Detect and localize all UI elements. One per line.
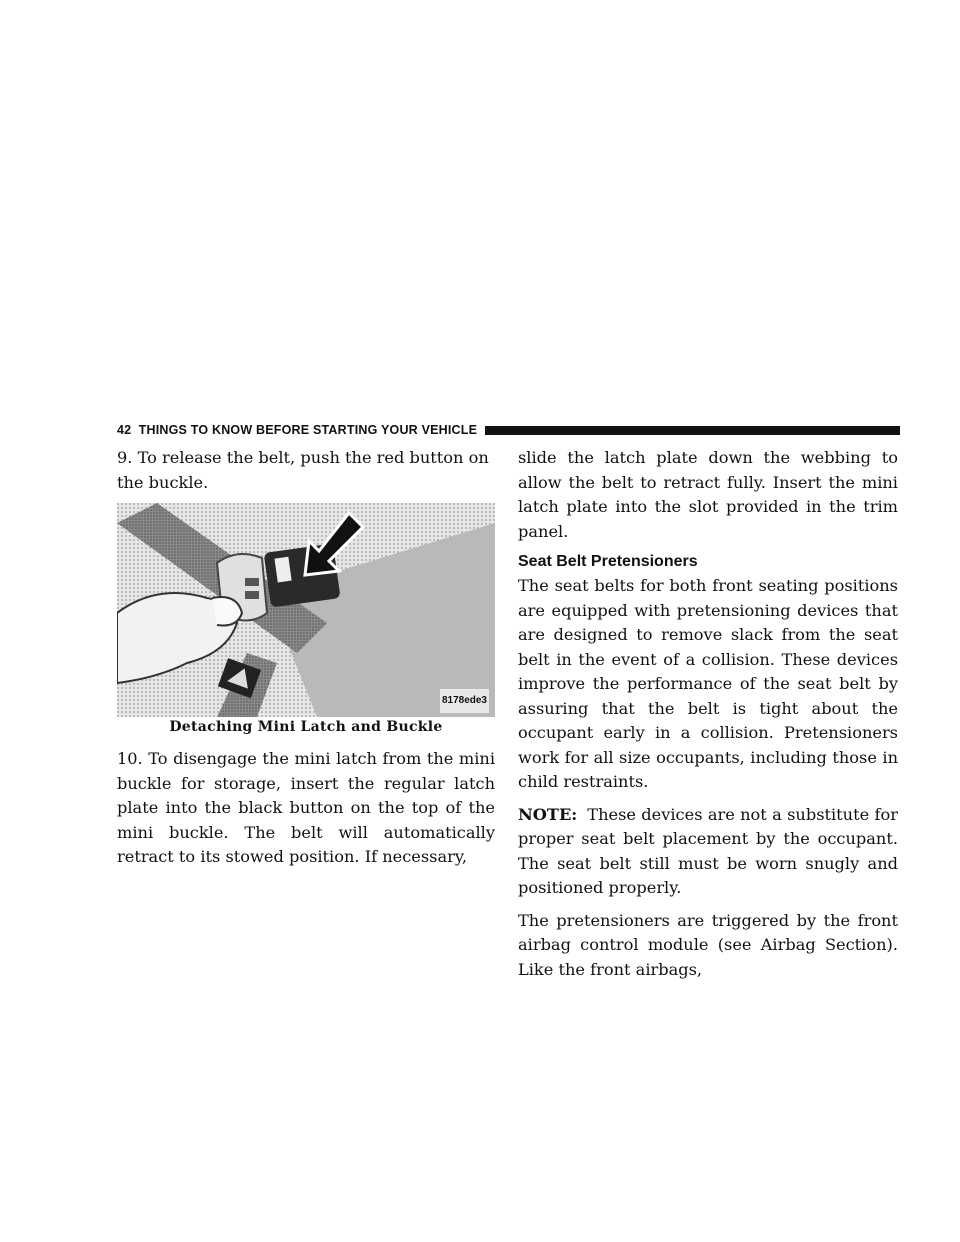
note-paragraph xyxy=(518,803,898,901)
step-10-text: 10. To disengage the mini latch from the mini buckle for storage, insert the regular latch plate into the black button on the top of the mini buckle. The belt will automatically retract to its stowed position. If necessary, xyxy=(117,749,495,866)
note-text: These devices are not a substitute for proper seat belt placement by the occupant. The seat belt still must be worn snugly and positioned properly. xyxy=(518,804,898,897)
figure-code: 8178ede3 xyxy=(440,689,489,714)
page-number: 42 xyxy=(117,423,132,437)
right-column xyxy=(518,446,898,990)
continuation-text: slide the latch plate down the webbing to allow the belt to retract fully. Insert the mini latch plate into the slot provided in the trim panel. xyxy=(518,448,898,541)
page-header-text xyxy=(117,423,477,437)
section-heading: Seat Belt Pretensioners xyxy=(518,553,698,570)
step-9-text: 9. To release the belt, push the red button on the buckle. xyxy=(117,448,489,492)
pretensioner-paragraph: The seat belts for both front seating positions are equipped with pretensioning devices that are designed to remove slack from the seat belt in the event of a collision. These devices improve the performance of the seat belt by assuring that the belt is tight about the occupant early in a collision. Pretensioners work for all size occupants, including those in child restraints. xyxy=(518,576,898,791)
header-rule xyxy=(485,426,900,435)
page-header xyxy=(117,420,900,440)
left-column xyxy=(117,446,495,878)
figure-caption: Detaching Mini Latch and Buckle xyxy=(169,719,443,735)
section-title: THINGS TO KNOW BEFORE STARTING YOUR VEHICLE xyxy=(138,423,478,437)
mini-latch-figure xyxy=(117,503,495,717)
mini-latch-illustration xyxy=(117,503,495,717)
trigger-paragraph: The pretensioners are triggered by the front airbag control module (see Airbag Section). Like the front airbags, xyxy=(518,910,898,979)
note-label: NOTE: xyxy=(518,804,578,824)
